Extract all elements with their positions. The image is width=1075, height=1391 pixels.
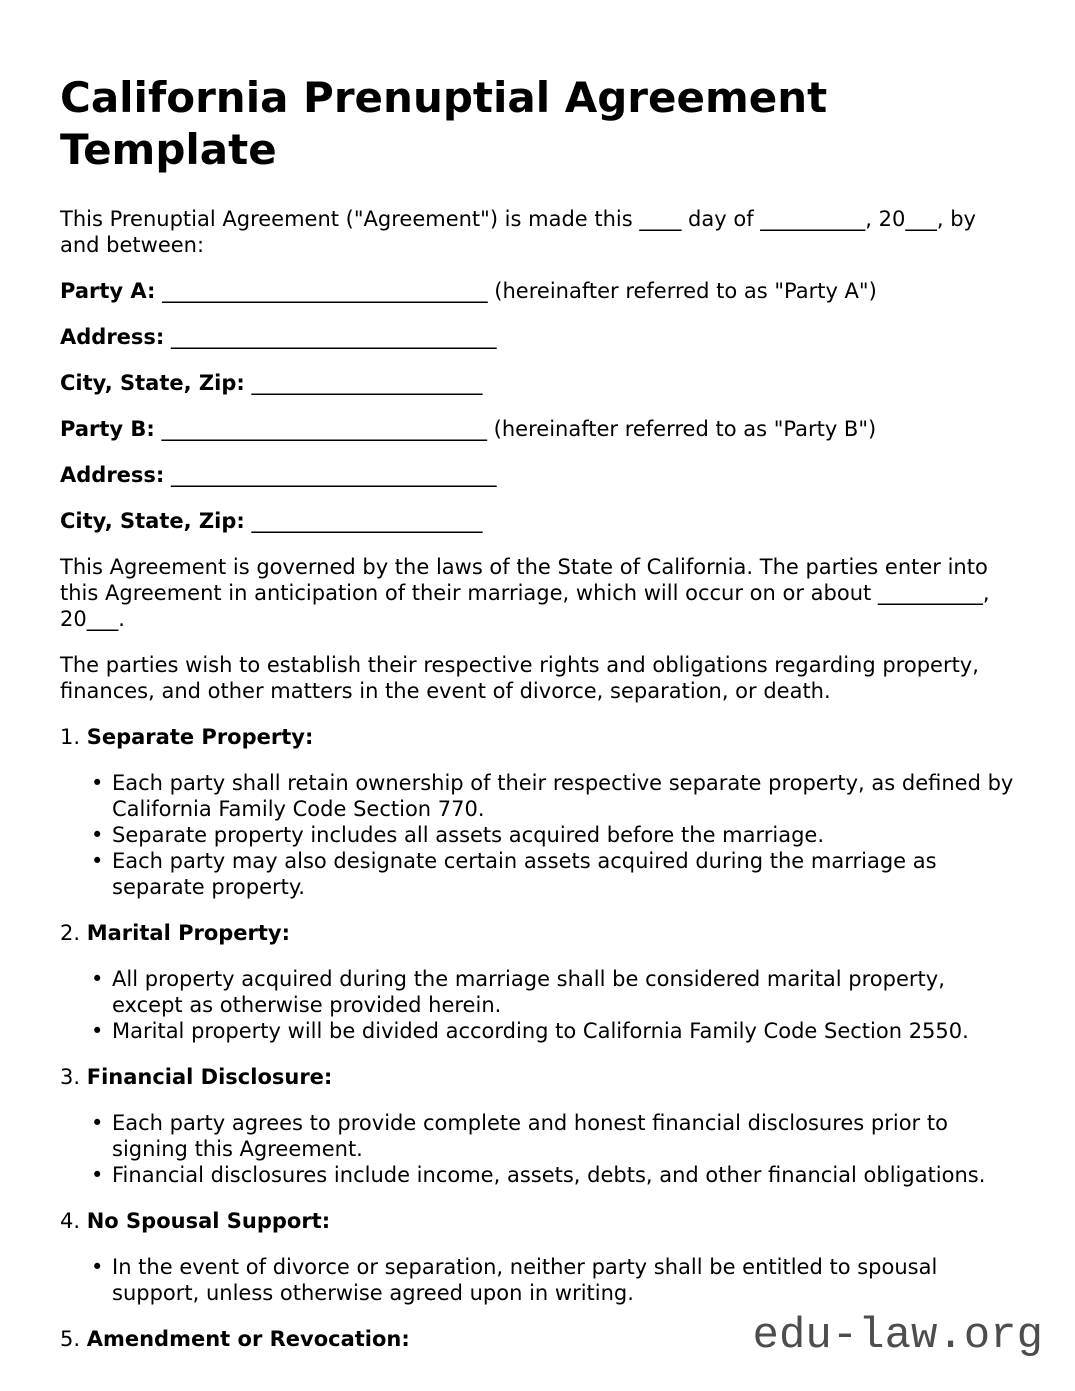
- section-number: 3.: [60, 1065, 81, 1089]
- field-label: Party B:: [60, 417, 155, 441]
- field-blank-line: ______________________: [244, 509, 483, 533]
- bullet-item: • Marital property will be divided according to California Family Code Section 2550.: [112, 1018, 1017, 1044]
- bullet-item: • Each party may also designate certain assets acquired during the marriage as separate property.: [112, 848, 1017, 900]
- field-label: Party A:: [60, 279, 156, 303]
- field-label: City, State, Zip:: [60, 371, 245, 395]
- bullet-item: • Separate property includes all assets acquired before the marriage.: [112, 822, 1017, 848]
- bullet-list: [60, 966, 1017, 1044]
- field-suffix: (hereinafter referred to as "Party A"): [487, 279, 877, 303]
- field-suffix: (hereinafter referred to as "Party B"): [487, 417, 877, 441]
- field-label: Address:: [60, 463, 165, 487]
- section-number: 4.: [60, 1209, 81, 1233]
- bullet-item: • Financial disclosures include income, assets, debts, and other financial obligations.: [112, 1162, 1017, 1188]
- field-city-state-zip-a: [60, 370, 1017, 396]
- intro-paragraph: This Prenuptial Agreement ("Agreement") is made this ____ day of __________, 20___, by and between:: [60, 207, 976, 257]
- governing-law-paragraph: This Agreement is governed by the laws of the State of California. The parties enter into this Agreement in anticipation of their marriage, which will occur on or about __________, 20___.: [60, 555, 990, 631]
- field-address-b: [60, 462, 1017, 488]
- field-city-state-zip-b: [60, 508, 1017, 534]
- section-number: 5.: [60, 1327, 81, 1351]
- bullet-item: • In the event of divorce or separation, neither party shall be entitled to spousal support, unless otherwise agreed upon in writing.: [112, 1254, 1017, 1306]
- field-address-a: [60, 324, 1017, 350]
- field-party-b: [60, 416, 1017, 442]
- bullet-item: • All property acquired during the marriage shall be considered marital property, except as otherwise provided herein.: [112, 966, 1017, 1018]
- watermark: edu-law.org: [752, 1311, 1043, 1361]
- field-blank-line: _______________________________: [164, 463, 497, 487]
- bullet-item: • Each party agrees to provide complete and honest financial disclosures prior to signing this Agreement.: [112, 1110, 1017, 1162]
- section-heading-label: Separate Property:: [86, 725, 314, 749]
- bullet-list: [60, 1110, 1017, 1188]
- section-number: 1.: [60, 725, 81, 749]
- section-heading-separate-property: [60, 724, 1017, 750]
- section-heading-financial-disclosure: [60, 1064, 1017, 1090]
- field-blank-line: _______________________________: [155, 279, 488, 303]
- section-number: 2.: [60, 921, 81, 945]
- purpose-paragraph: The parties wish to establish their respective rights and obligations regarding property, finances, and other matters in the event of divorce, separation, or death.: [60, 653, 979, 703]
- section-heading-no-spousal-support: [60, 1208, 1017, 1234]
- bullet-list: [60, 770, 1017, 900]
- section-heading-label: Marital Property:: [86, 921, 291, 945]
- field-label: Address:: [60, 325, 165, 349]
- section-heading-marital-property: [60, 920, 1017, 946]
- page-title: California Prenuptial Agreement Template: [60, 73, 828, 174]
- section-heading-label: No Spousal Support:: [86, 1209, 331, 1233]
- bullet-item: • Each party shall retain ownership of their respective separate property, as defined by California Family Code Section 770.: [112, 770, 1017, 822]
- field-label: City, State, Zip:: [60, 509, 245, 533]
- field-blank-line: ______________________: [244, 371, 483, 395]
- field-blank-line: _______________________________: [164, 325, 497, 349]
- section-heading-label: Financial Disclosure:: [86, 1065, 333, 1089]
- field-party-a: [60, 278, 1017, 304]
- field-blank-line: _______________________________: [154, 417, 487, 441]
- section-heading-label: Amendment or Revocation:: [86, 1327, 410, 1351]
- bullet-list: [60, 1254, 1017, 1306]
